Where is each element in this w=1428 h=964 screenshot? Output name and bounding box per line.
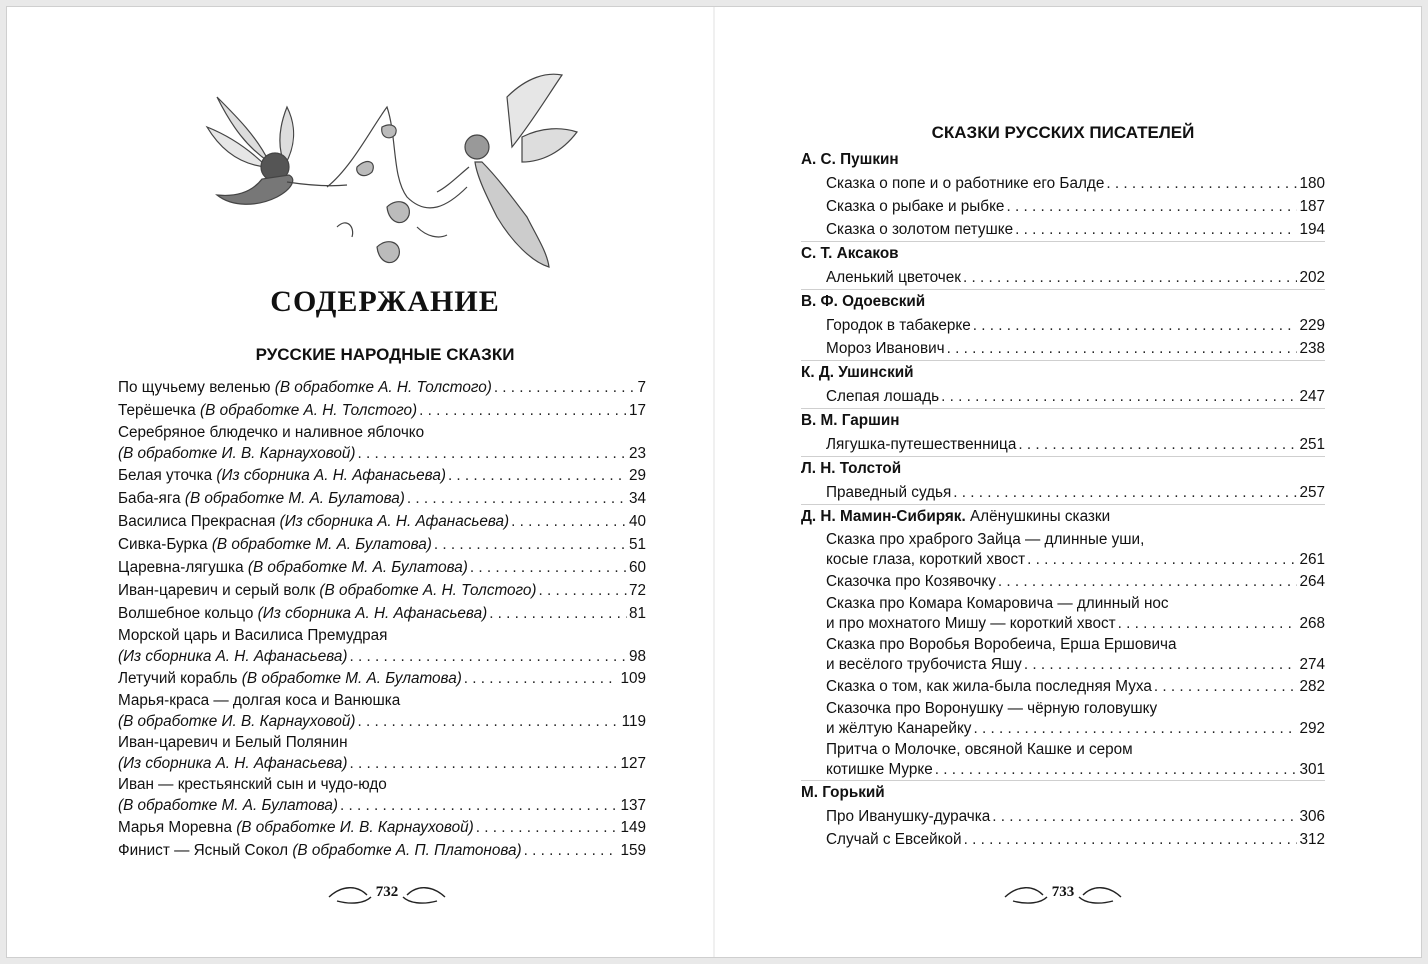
entry-line xyxy=(118,579,646,602)
toc-entry xyxy=(118,625,646,667)
entry-page: 187 xyxy=(1299,198,1325,215)
leader-dots xyxy=(941,385,1297,408)
entry-title: Волшебное кольцо xyxy=(118,605,258,622)
toc-entry xyxy=(801,593,1325,634)
entry-title: котишке Мурке xyxy=(826,761,933,778)
section-title-writers: СКАЗКИ РУССКИХ ПИСАТЕЛЕЙ xyxy=(931,123,1195,142)
entry-line xyxy=(826,805,1325,828)
entry-page: 292 xyxy=(1299,720,1325,737)
entry-page: 251 xyxy=(1299,436,1325,453)
entry-title: Сказочка про Воронушку — чёрную головушку xyxy=(826,700,1158,717)
leader-dots xyxy=(947,337,1298,360)
entry-line xyxy=(118,464,646,487)
leader-dots xyxy=(935,760,1298,780)
entry-note: (В обработке М. А. Булатова) xyxy=(184,490,405,507)
leader-dots xyxy=(964,828,1298,851)
toc-entry xyxy=(801,481,1325,504)
toc-entry xyxy=(801,828,1325,851)
entry-title: Василиса Прекрасная xyxy=(118,513,280,530)
entry-page: 257 xyxy=(1299,484,1325,501)
entry-text xyxy=(118,839,522,862)
entry-title: и жёлтую Канарейку xyxy=(826,720,972,737)
entry-title: Сказка про Воробья Воробеича, Ерша Ершовича xyxy=(826,636,1177,653)
author-heading xyxy=(801,409,1325,433)
toc-entry xyxy=(118,667,646,690)
entry-note: (Из сборника А. Н. Афанасьева) xyxy=(257,605,488,622)
entry-text xyxy=(118,602,487,625)
entry-title: Иван — крестьянский сын и чудо-юдо xyxy=(118,776,387,793)
author-heading xyxy=(801,242,1325,266)
entry-title: Серебряное блюдечко и наливное яблочко xyxy=(118,424,425,441)
entry-title: и про мохнатого Мишу — короткий хвост xyxy=(826,615,1116,632)
entry-page: 23 xyxy=(628,445,646,462)
entry-title: Сказочка про Козявочку xyxy=(826,573,996,590)
leader-dots xyxy=(992,805,1297,828)
entry-line xyxy=(826,655,1325,675)
flying-children-illustration xyxy=(177,67,597,277)
entry-text xyxy=(118,376,492,399)
entry-page: 159 xyxy=(620,842,646,859)
leader-dots xyxy=(963,266,1297,289)
entry-line xyxy=(118,533,646,556)
leader-dots xyxy=(1106,172,1297,195)
entry-page: 264 xyxy=(1299,573,1325,590)
entry-page: 202 xyxy=(1299,269,1325,286)
entry-line xyxy=(826,385,1325,408)
entry-line xyxy=(826,314,1325,337)
entry-title: Про Иванушку-дурачка xyxy=(826,808,991,825)
entry-title: Слепая лошадь xyxy=(826,388,940,405)
entry-note: (В обработке А. Н. Толстого) xyxy=(200,402,418,419)
leader-dots xyxy=(358,443,627,464)
leader-dots xyxy=(953,481,1297,504)
entry-note: (В обработке М. А. Булатова) xyxy=(211,536,432,553)
entry-line xyxy=(826,719,1325,739)
page-number: 732 xyxy=(375,884,399,900)
toc-entry xyxy=(801,172,1325,195)
toc-entry xyxy=(801,337,1325,360)
leader-dots xyxy=(973,314,1298,337)
toc-entry xyxy=(118,602,646,625)
entry-line xyxy=(826,614,1325,634)
entry-text xyxy=(118,579,537,602)
entry-note: (В обработке А. П. Платонова) xyxy=(292,842,522,859)
entry-title: Сказка про Комара Комаровича — длинный нос xyxy=(826,595,1169,612)
entry-title: Сивка-Бурка xyxy=(118,536,212,553)
entry-note: (В обработке М. А. Булатова) xyxy=(241,670,462,687)
toc-entry xyxy=(118,732,646,774)
author-name: М. Горький xyxy=(801,784,885,801)
entry-line xyxy=(118,795,646,816)
entry-page: 238 xyxy=(1299,340,1325,357)
author-heading xyxy=(801,505,1325,529)
author-heading xyxy=(801,781,1325,805)
entry-line xyxy=(826,337,1325,360)
author-heading xyxy=(801,457,1325,481)
leader-dots xyxy=(1015,218,1297,241)
toc-entry xyxy=(118,376,646,399)
leader-dots xyxy=(419,399,627,422)
leader-dots xyxy=(340,795,618,816)
author-name: Д. Н. Мамин-Сибиряк. xyxy=(801,508,966,525)
entry-line xyxy=(826,828,1325,851)
author-heading xyxy=(801,148,1325,172)
leader-dots xyxy=(539,579,627,602)
toc-entry xyxy=(801,433,1325,456)
page-title: СОДЕРЖАНИЕ xyxy=(270,285,500,318)
entry-page: 7 xyxy=(637,379,646,396)
entry-page: 98 xyxy=(628,648,646,665)
left-page xyxy=(7,7,713,957)
toc-entry xyxy=(118,487,646,510)
author-name: К. Д. Ушинский xyxy=(801,364,914,381)
entry-line xyxy=(826,433,1325,456)
leader-dots xyxy=(448,464,627,487)
entry-title: Царевна-лягушка xyxy=(118,559,248,576)
leader-dots xyxy=(476,816,619,839)
leader-dots xyxy=(1027,550,1297,570)
toc-entry xyxy=(801,739,1325,780)
entry-title: Городок в табакерке xyxy=(826,317,971,334)
leader-dots xyxy=(1024,655,1298,675)
entry-line xyxy=(826,570,1325,593)
entry-title: Иван-царевич и Белый Полянин xyxy=(118,734,348,751)
entry-page: 17 xyxy=(628,402,646,419)
entry-text xyxy=(118,646,348,667)
entry-note: (В обработке А. Н. Толстого) xyxy=(274,379,492,396)
entry-title: Сказка о попе и о работнике его Балде xyxy=(826,175,1105,192)
entry-title: Сказка про храброго Зайца — длинные уши, xyxy=(826,531,1145,548)
entry-note: (В обработке И. В. Карнауховой) xyxy=(118,445,356,462)
toc-entry xyxy=(118,510,646,533)
entry-title: и весёлого трубочиста Яшу xyxy=(826,656,1022,673)
entry-title: Притча о Молочке, овсяной Кашке и сером xyxy=(826,741,1133,758)
section-title-folk: РУССКИЕ НАРОДНЫЕ СКАЗКИ xyxy=(255,345,515,364)
entry-note: (В обработке М. А. Булатова) xyxy=(118,797,339,814)
entry-line xyxy=(826,481,1325,504)
entry-title: Мороз Иванович xyxy=(826,340,945,357)
entry-line xyxy=(826,218,1325,241)
folk-tales-list xyxy=(118,376,646,862)
leader-dots xyxy=(1006,195,1297,218)
entry-page: 51 xyxy=(628,536,646,553)
entry-note: (В обработке И. В. Карнауховой) xyxy=(236,819,474,836)
entry-page: 29 xyxy=(628,467,646,484)
entry-text xyxy=(118,711,356,732)
toc-entry xyxy=(801,195,1325,218)
leader-dots xyxy=(350,753,619,774)
entry-title: Сказка о том, как жила-была последняя Муха xyxy=(826,678,1152,695)
toc-entry xyxy=(118,399,646,422)
entry-line xyxy=(826,550,1325,570)
entry-page: 109 xyxy=(620,670,646,687)
entry-text xyxy=(118,399,417,422)
leader-dots xyxy=(494,376,636,399)
entry-line xyxy=(118,487,646,510)
entry-page: 127 xyxy=(620,755,646,772)
entry-title: Финист — Ясный Сокол xyxy=(118,842,293,859)
entry-title: Марья Моревна xyxy=(118,819,237,836)
entry-page: 306 xyxy=(1299,808,1325,825)
entry-line xyxy=(826,195,1325,218)
entry-text xyxy=(118,556,468,579)
entry-text xyxy=(118,667,462,690)
leader-dots xyxy=(407,487,627,510)
entry-page: 261 xyxy=(1299,551,1325,568)
leader-dots xyxy=(470,556,627,579)
entry-page: 81 xyxy=(628,605,646,622)
toc-entry xyxy=(118,464,646,487)
entry-text xyxy=(118,753,348,774)
entry-title: косые глаза, короткий хвост xyxy=(826,551,1026,568)
entry-line xyxy=(118,667,646,690)
book-spread xyxy=(6,6,1422,958)
entry-note: (Из сборника А. Н. Афанасьева) xyxy=(216,467,446,484)
entry-line xyxy=(826,172,1325,195)
entry-line xyxy=(118,602,646,625)
leader-dots xyxy=(358,711,620,732)
entry-title: Летучий корабль xyxy=(118,670,242,687)
entry-title: Терёшечка xyxy=(118,402,201,419)
page-number: 733 xyxy=(1051,884,1075,900)
entry-note: (Из сборника А. Н. Афанасьева) xyxy=(118,648,348,665)
entry-line xyxy=(826,760,1325,780)
entry-title: Сказка о золотом петушке xyxy=(826,221,1014,238)
folio-ornament-right xyxy=(1003,879,1123,909)
entry-line xyxy=(118,816,646,839)
author-heading xyxy=(801,290,1325,314)
toc-entry xyxy=(118,533,646,556)
entry-title: Баба-яга xyxy=(118,490,185,507)
leader-dots xyxy=(350,646,627,667)
entry-page: 268 xyxy=(1299,615,1325,632)
leader-dots xyxy=(434,533,627,556)
leader-dots xyxy=(998,570,1298,593)
entry-note: (В обработке И. В. Карнауховой) xyxy=(118,713,356,730)
entry-page: 282 xyxy=(1299,678,1325,695)
toc-entry xyxy=(118,690,646,732)
folio-ornament-left xyxy=(327,879,447,909)
author-note: Алёнушкины сказки xyxy=(965,508,1111,525)
toc-entry xyxy=(801,266,1325,289)
toc-entry xyxy=(118,816,646,839)
author-name: В. М. Гаршин xyxy=(801,412,900,429)
toc-entry xyxy=(118,579,646,602)
entry-page: 60 xyxy=(628,559,646,576)
entry-text xyxy=(118,510,509,533)
entry-text xyxy=(118,816,474,839)
entry-line xyxy=(118,510,646,533)
entry-page: 229 xyxy=(1299,317,1325,334)
entry-page: 72 xyxy=(628,582,646,599)
toc-entry xyxy=(801,570,1325,593)
entry-line xyxy=(118,753,646,774)
entry-title: Праведный судья xyxy=(826,484,952,501)
toc-entry xyxy=(801,675,1325,698)
entry-note: (В обработке М. А. Булатова) xyxy=(247,559,468,576)
writers-tales-list xyxy=(801,148,1325,851)
toc-entry xyxy=(118,422,646,464)
toc-entry xyxy=(118,839,646,862)
entry-title: Сказка о рыбаке и рыбке xyxy=(826,198,1005,215)
entry-line xyxy=(118,376,646,399)
toc-entry xyxy=(801,385,1325,408)
entry-note: (Из сборника А. Н. Афанасьева) xyxy=(279,513,510,530)
entry-line xyxy=(118,556,646,579)
entry-title: Марья-краса — долгая коса и Ванюшка xyxy=(118,692,401,709)
entry-page: 119 xyxy=(621,713,646,730)
entry-page: 40 xyxy=(628,513,646,530)
leader-dots xyxy=(1154,675,1298,698)
leader-dots xyxy=(1118,614,1298,634)
entry-line xyxy=(118,399,646,422)
entry-page: 312 xyxy=(1299,831,1325,848)
entry-text xyxy=(118,533,432,556)
leader-dots xyxy=(524,839,619,862)
entry-page: 34 xyxy=(628,490,646,507)
entry-line xyxy=(826,675,1325,698)
entry-line xyxy=(118,839,646,862)
author-name: А. С. Пушкин xyxy=(801,151,899,168)
entry-line xyxy=(118,646,646,667)
toc-entry xyxy=(801,218,1325,241)
leader-dots xyxy=(511,510,627,533)
entry-title: Морской царь и Василиса Премудрая xyxy=(118,627,388,644)
entry-line xyxy=(118,443,646,464)
toc-entry xyxy=(801,529,1325,570)
entry-page: 194 xyxy=(1299,221,1325,238)
entry-page: 180 xyxy=(1299,175,1325,192)
entry-text xyxy=(118,464,446,487)
entry-page: 137 xyxy=(620,797,646,814)
entry-text xyxy=(118,443,356,464)
author-name: С. Т. Аксаков xyxy=(801,245,899,262)
author-heading xyxy=(801,361,1325,385)
leader-dots xyxy=(489,602,627,625)
right-page xyxy=(715,7,1421,957)
entry-text xyxy=(118,795,338,816)
toc-entry xyxy=(118,556,646,579)
entry-title: Иван-царевич и серый волк xyxy=(118,582,320,599)
toc-entry xyxy=(118,774,646,816)
entry-line xyxy=(826,266,1325,289)
entry-title: Случай с Евсейкой xyxy=(826,831,962,848)
entry-page: 149 xyxy=(620,819,646,836)
toc-entry xyxy=(801,805,1325,828)
toc-entry xyxy=(801,314,1325,337)
leader-dots xyxy=(973,719,1297,739)
entry-title: По щучьему веленью xyxy=(118,379,275,396)
entry-title: Белая уточка xyxy=(118,467,217,484)
entry-title: Лягушка-путешественница xyxy=(826,436,1017,453)
entry-line xyxy=(118,711,646,732)
leader-dots xyxy=(464,667,619,690)
toc-entry xyxy=(801,634,1325,675)
entry-title: Аленький цветочек xyxy=(826,269,961,286)
entry-text xyxy=(118,487,405,510)
entry-page: 301 xyxy=(1299,761,1325,778)
author-name: В. Ф. Одоевский xyxy=(801,293,926,310)
entry-note: (Из сборника А. Н. Афанасьева) xyxy=(118,755,348,772)
entry-note: (В обработке А. Н. Толстого) xyxy=(319,582,537,599)
leader-dots xyxy=(1018,433,1297,456)
entry-page: 274 xyxy=(1299,656,1325,673)
entry-page: 247 xyxy=(1299,388,1325,405)
author-name: Л. Н. Толстой xyxy=(801,460,902,477)
toc-entry xyxy=(801,698,1325,739)
